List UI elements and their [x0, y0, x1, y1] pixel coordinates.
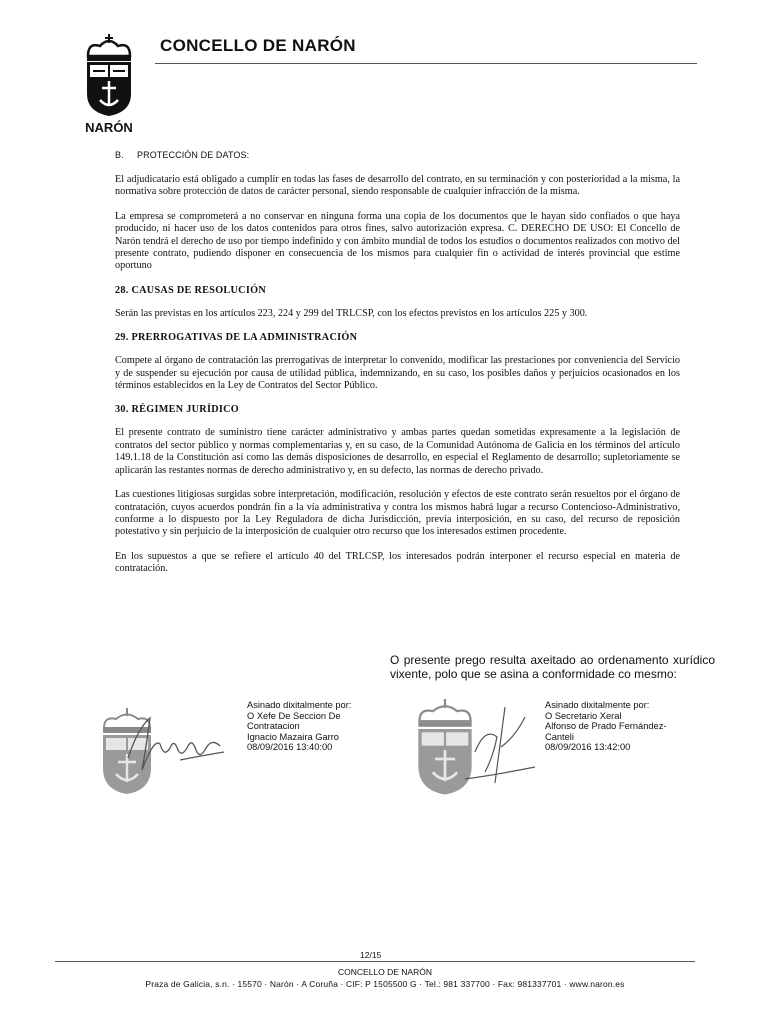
paragraph-30b: Las cuestiones litigiosas surgidas sobre interpretación, modificación, resolución y efectos de este contrato serán resueltos por el órgano de contratación, cuyos acuerdos pondrán fin a la vía administrativa y contra los mismos habrá lugar a recurso Contencioso-Administrativo, conforme a lo dispuesto por la Ley Reguladora de dicha Jurisdicción, previa interposición, en su caso, del recurso de reposición potestativo y sin perjuicio de la interposición de cualquier otro recurso que los interesados estimen procedente. — [115, 489, 680, 538]
heading-29: 29. PRERROGATIVAS DE LA ADMINISTRACIÓN — [115, 332, 358, 344]
section-title: PROTECCIÓN DE DATOS: — [137, 150, 250, 160]
page-number: 12/15 — [360, 950, 382, 960]
signature-timestamp: 08/09/2016 13:42:00 — [545, 742, 631, 753]
signer-name: Alfonso de Prado Fernández- — [545, 721, 667, 732]
section-letter: B. — [115, 150, 124, 160]
signer-position: O Xefe De Seccion De — [247, 710, 341, 721]
footer-name: CONCELLO DE NARÓN — [338, 967, 432, 977]
signature-timestamp: 08/09/2016 13:40:00 — [247, 742, 333, 753]
footer-address: Praza de Galicia, s.n. · 15570 · Narón · A Coruña · CIF: P 1505500 G · Tel.: 981 337700 · Fax: 981337701 · www.naron.es — [145, 979, 625, 989]
paragraph-30a: El presente contrato de suministro tiene carácter administrativo y ambas partes quedan sometidas expresamente a la legislación de contratos del sector público y normas complementarias y, en su caso, de la Comunidad Autónoma de Galicia en los términos del artículo 149.1.18 de la Constitución así como las demás disposiciones de desarrollo, en especial el Reglamento de desarrollo; supletoriamente se aplicarán las restantes normas de derecho administrativo y, en su defecto, las normas de derecho privado. — [115, 427, 680, 476]
signer-name: Ignacio Mazaira Garro — [247, 731, 339, 742]
heading-30: 30. RÉGIMEN JURÍDICO — [115, 404, 240, 416]
paragraph-data-protection: El adjudicatario está obligado a cumplir en todas las fases de desarrollo del contrato, en su terminación y con posterioridad a la misma, la normativa sobre protección de datos de carácter personal, siendo responsable de cualquier infracción de la misma. — [115, 174, 680, 198]
signature-block-2 — [545, 700, 666, 753]
page-title: CONCELLO DE NARÓN — [160, 36, 356, 55]
signature-label: Asinado dixitalmente por: — [247, 700, 352, 710]
paragraph-30c: En los supuestos a que se refiere el artículo 40 del TRLCSP, los interesados podrán interponer el recurso especial en materia de contratación. — [115, 550, 680, 575]
handwritten-signature — [120, 708, 230, 778]
signer-name-cont: Canteli — [545, 731, 574, 742]
signer-position-cont: Contratacion — [247, 721, 300, 732]
document-body — [115, 174, 680, 588]
footer-divider — [55, 961, 695, 962]
paragraph-28: Serán las previstas en los artículos 223, 224 y 299 del TRLCSP, con los efectos previstos en los artículos 225 y 300. — [115, 307, 588, 319]
signature-block-1 — [247, 700, 351, 753]
handwritten-signature — [455, 697, 545, 787]
coat-of-arms-icon — [78, 34, 140, 134]
paragraph-29: Compete al órgano de contratación las prerrogativas de interpretar lo convenido, modificar las prestaciones por conveniencia del Servicio y de suspender su ejecución por causa de utilidad pública, indemnizando, en su caso, los posibles daños y perjuicios ocasionados en los términos establecidos en la Ley de Contratos del Sector Público. — [115, 355, 680, 392]
signer-position: O Secretario Xeral — [545, 710, 622, 721]
conformity-statement: O presente prego resulta axeitado ao ordenamento xurídico vixente, polo que se asina a conformidade co mesmo: — [390, 653, 715, 681]
signature-label: Asinado dixitalmente por: — [545, 700, 650, 710]
section-b-heading — [115, 150, 249, 160]
header-divider — [155, 63, 697, 64]
heading-28: 28. CAUSAS DE RESOLUCIÓN — [115, 284, 266, 296]
paragraph-usage-rights: La empresa se comprometerá a no conservar en ninguna forma una copia de los documentos que le hayan sido confiados o que haya producido, ni hacer uso de los datos contenidos para otros fines, salvo autorización expresa. C. DERECHO DE USO: El Concello de Narón tendrá el derecho de uso por tiempo indefinido y con ámbito mundial de todos los estudios o documentos realizados con motivo del presente contrato, pudiendo disponer en consecuencia de los mismos para cualquier fin o actividad de interés provincial que estime oportuno — [115, 210, 680, 272]
logo-text: NARÓN — [85, 120, 133, 134]
